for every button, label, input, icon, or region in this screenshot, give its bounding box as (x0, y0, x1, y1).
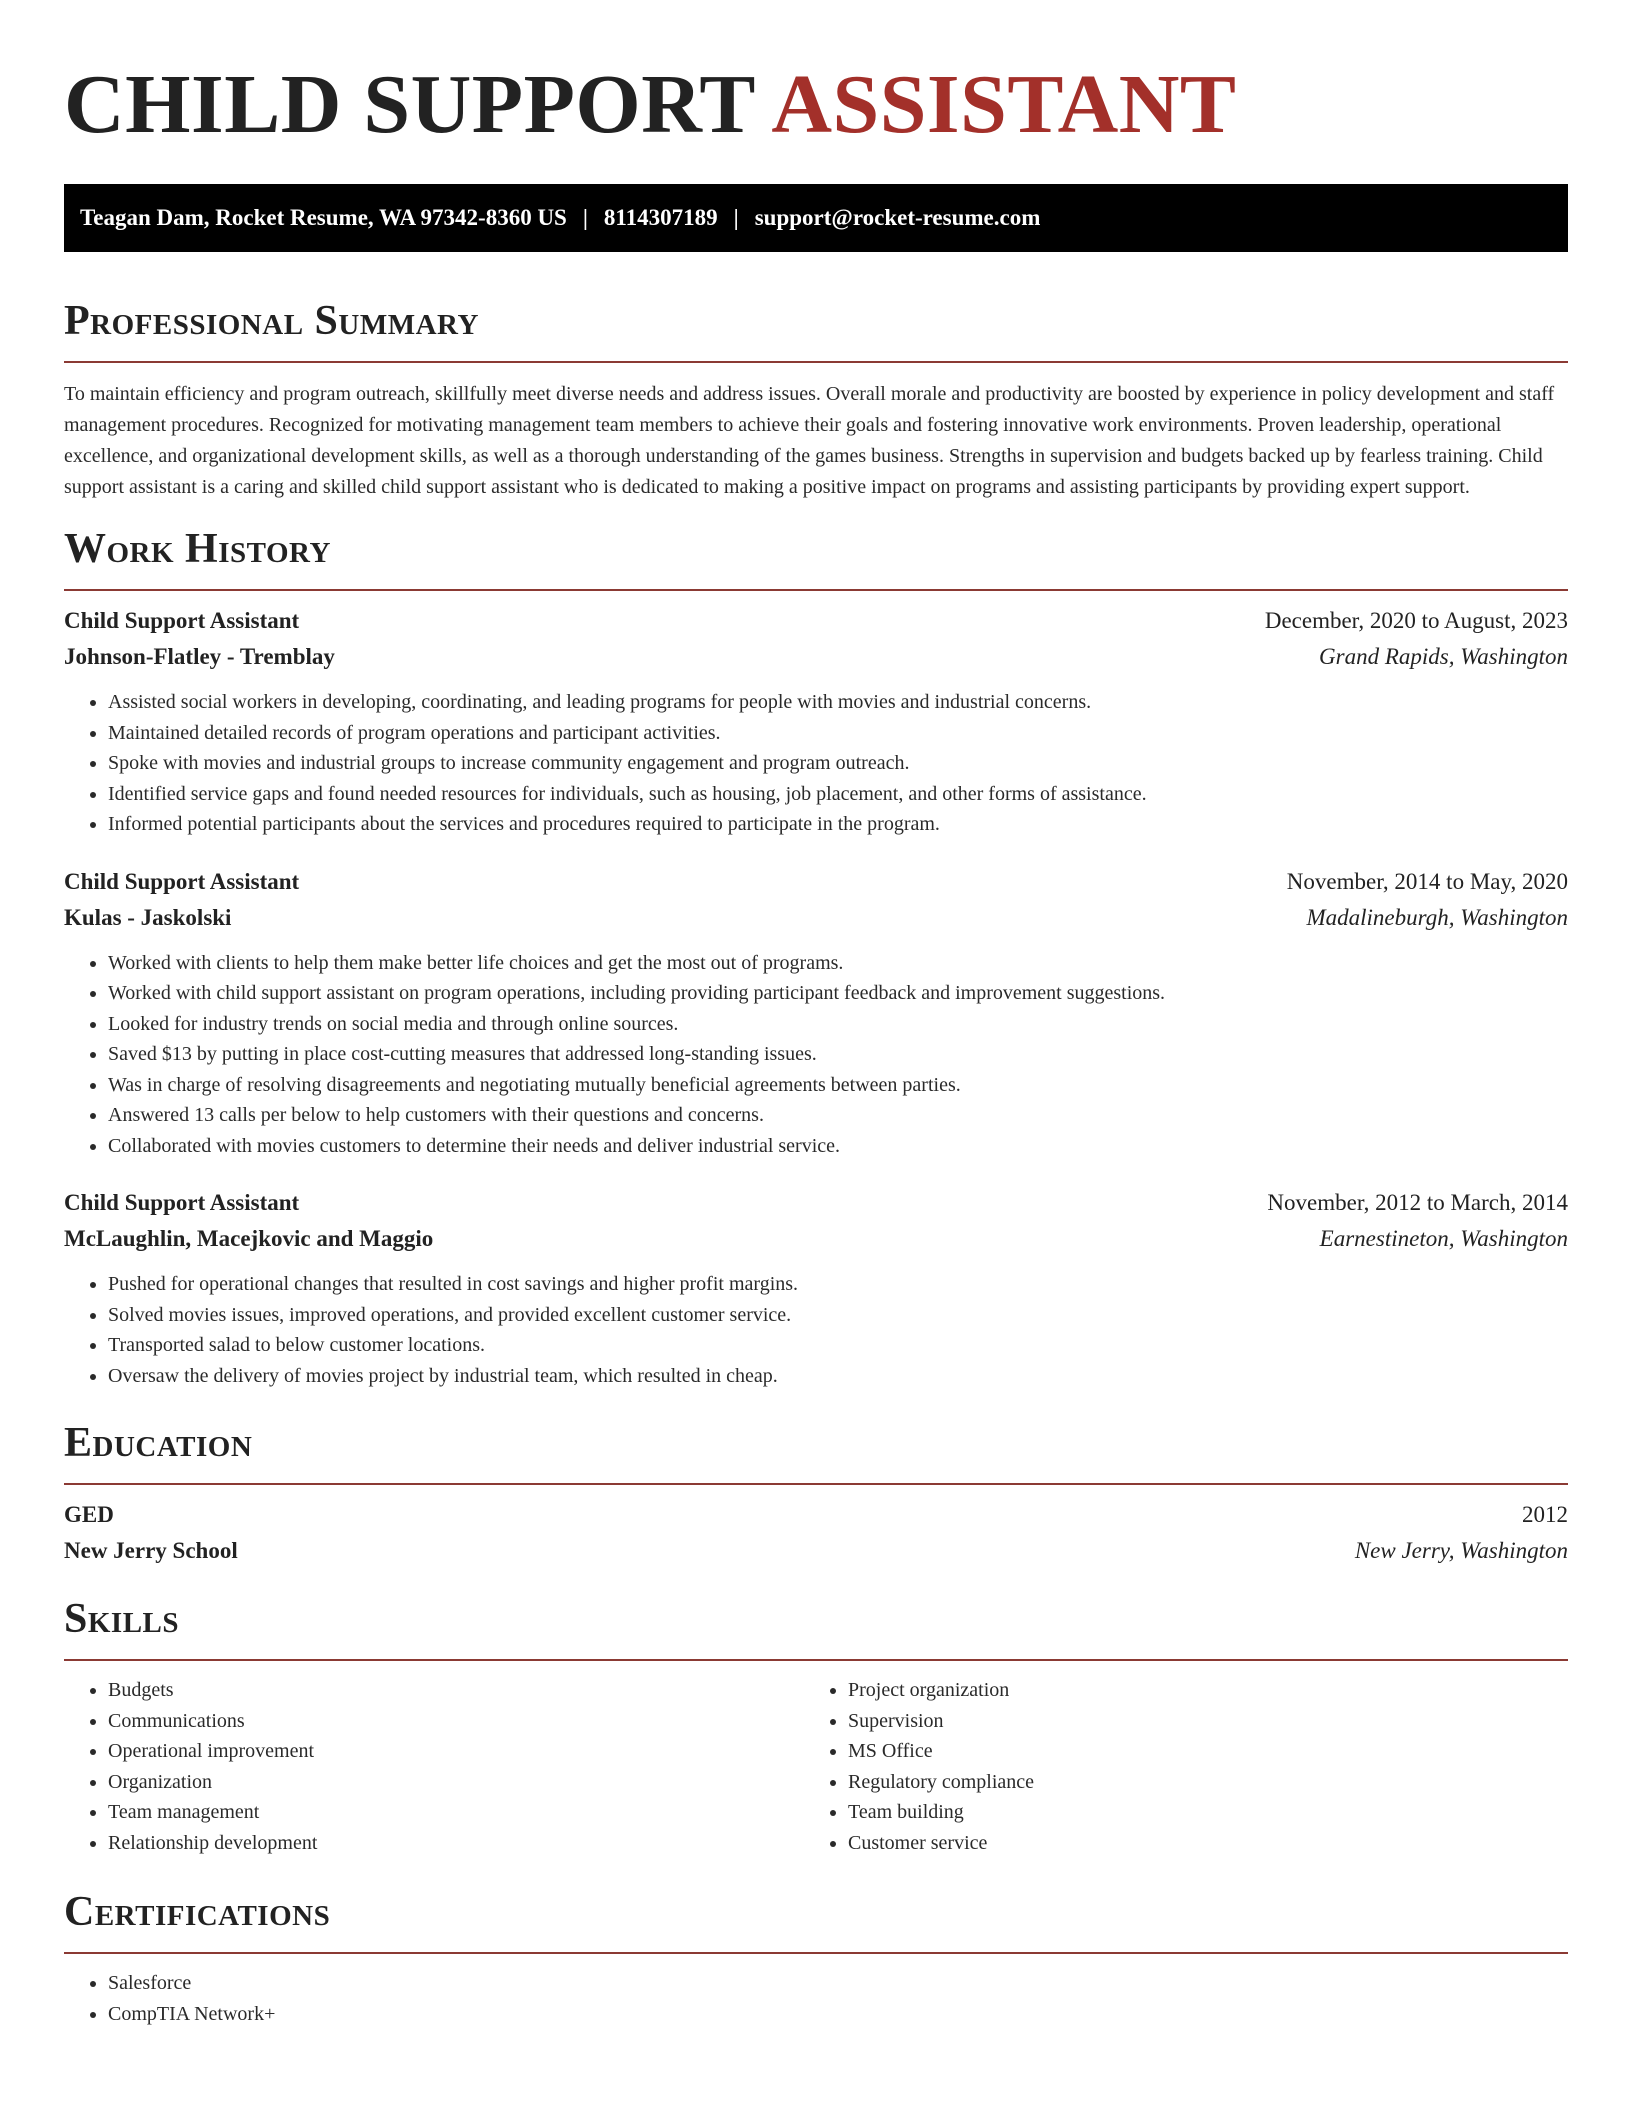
job-title: Child Support Assistant (64, 868, 300, 894)
certifications-section (64, 1888, 1568, 2029)
job-entry (64, 864, 1568, 1162)
list-item: • Worked with clients to help them make better life choices and get the most out of programs. (108, 948, 1568, 979)
skill-item: • Project organization (848, 1675, 1544, 1706)
education-location: New Jerry, Washington (1354, 1538, 1568, 1563)
job-company: Kulas - Jaskolski (64, 904, 232, 930)
skills-columns (64, 1675, 1568, 1858)
certifications-list (64, 1968, 1568, 2029)
job-location: Earnestineton, Washington (1319, 1226, 1568, 1251)
education-degree-row (64, 1497, 1568, 1533)
work-history-section (64, 525, 1568, 1391)
list-item: • Oversaw the delivery of movies project by industrial team, which resulted in cheap. (108, 1361, 1568, 1392)
skill-item: • Team management (108, 1797, 804, 1828)
list-item: • Informed potential participants about the services and procedures required to participate in the program. (108, 809, 1568, 840)
education-school-row (64, 1533, 1568, 1569)
skill-item: • Communications (108, 1706, 804, 1737)
job-company-row (64, 900, 1568, 936)
job-bullets (64, 687, 1568, 840)
list-item: • Transported salad to below customer locations. (108, 1330, 1568, 1361)
skill-item: • Budgets (108, 1675, 804, 1706)
job-entry (64, 1185, 1568, 1391)
list-item: • Identified service gaps and found needed resources for individuals, such as housing, job placement, and other forms of assistance. (108, 779, 1568, 810)
skills-section (64, 1595, 1568, 1858)
skill-item: • Operational improvement (108, 1736, 804, 1767)
contact-separator: | (582, 205, 588, 230)
job-title: Child Support Assistant (64, 608, 300, 633)
job-company: Johnson-Flatley - Tremblay (64, 644, 335, 669)
contact-separator: | (733, 205, 739, 230)
skills-list-right (804, 1675, 1544, 1858)
skill-item: • Regulatory compliance (848, 1767, 1544, 1798)
list-item: • Worked with child support assistant on program operations, including providing participant feedback and improvement suggestions. (108, 978, 1568, 1009)
list-item: • Collaborated with movies customers to determine their needs and deliver industrial service. (108, 1131, 1568, 1162)
title-main: CHILD SUPPORT (64, 58, 755, 151)
education-year: 2012 (1522, 1502, 1568, 1527)
job-dates: November, 2014 to May, 2020 (1286, 868, 1568, 894)
list-item: • Spoke with movies and industrial groups to increase community engagement and program outreach. (108, 748, 1568, 779)
section-heading-education: Education (64, 1420, 253, 1466)
job-location: Madalineburgh, Washington (1306, 904, 1568, 930)
job-location: Grand Rapids, Washington (1319, 644, 1568, 669)
summary-text: To maintain efficiency and program outreach, skillfully meet diverse needs and address issues. Overall morale and productivity are boosted by experience in policy development and staff management procedures. Recognized for motivating management team members to achieve their goals and fostering innovative work environments. Proven leadership, operational excellence, and organizational development skills, as well as a thorough understanding of the games business. Strengths in supervision and budgets backed up by fearless training. Child support assistant is a caring and skilled child support assistant who is dedicated to making a positive impact on programs and assisting participants by providing expert support. (64, 383, 1555, 498)
skill-item: • Team building (848, 1797, 1544, 1828)
section-divider (64, 1483, 1568, 1485)
job-dates: December, 2020 to August, 2023 (1264, 608, 1568, 633)
skill-item: • Supervision (848, 1706, 1544, 1737)
list-item: • Pushed for operational changes that resulted in cost savings and higher profit margins. (108, 1269, 1568, 1300)
contact-bar (64, 184, 1568, 252)
job-bullets (64, 948, 1568, 1162)
summary-section (64, 297, 1568, 503)
section-divider (64, 589, 1568, 591)
list-item: • Solved movies issues, improved operations, and provided excellent customer service. (108, 1300, 1568, 1331)
section-heading-summary: Professional Summary (64, 298, 479, 344)
resume-title (64, 0, 1568, 152)
job-title: Child Support Assistant (64, 1190, 300, 1215)
section-divider (64, 1952, 1568, 1954)
skills-list-left (64, 1675, 804, 1858)
education-degree: GED (64, 1502, 114, 1527)
certification-item: • CompTIA Network+ (108, 1999, 1568, 2030)
list-item: • Saved $13 by putting in place cost-cutting measures that addressed long-standing issues. (108, 1039, 1568, 1070)
section-divider (64, 361, 1568, 363)
job-title-row (64, 864, 1568, 900)
section-heading-skills: Skills (64, 1596, 180, 1642)
skill-item: • MS Office (848, 1736, 1544, 1767)
job-entry (64, 603, 1568, 840)
contact-address: Teagan Dam, Rocket Resume, WA 97342-8360 US (80, 205, 567, 230)
skill-item: • Customer service (848, 1828, 1544, 1859)
list-item: • Looked for industry trends on social media and through online sources. (108, 1009, 1568, 1040)
education-school: New Jerry School (64, 1538, 238, 1563)
list-item: • Assisted social workers in developing, coordinating, and leading programs for people with movies and industrial concerns. (108, 687, 1568, 718)
skill-item: • Organization (108, 1767, 804, 1798)
section-divider (64, 1659, 1568, 1661)
list-item: • Was in charge of resolving disagreements and negotiating mutually beneficial agreements between parties. (108, 1070, 1568, 1101)
job-company-row (64, 1221, 1568, 1257)
skill-item: • Relationship development (108, 1828, 804, 1859)
certification-item: • Salesforce (108, 1968, 1568, 1999)
title-accent: ASSISTANT (771, 58, 1237, 151)
job-company: McLaughlin, Macejkovic and Maggio (64, 1226, 434, 1251)
job-title-row (64, 1185, 1568, 1221)
job-title-row (64, 603, 1568, 639)
list-item: • Maintained detailed records of program operations and participant activities. (108, 718, 1568, 749)
list-item: • Answered 13 calls per below to help customers with their questions and concerns. (108, 1100, 1568, 1131)
education-section (64, 1419, 1568, 1569)
section-heading-certifications: Certifications (64, 1889, 331, 1935)
section-heading-work-history: Work History (64, 526, 331, 572)
job-bullets (64, 1269, 1568, 1391)
job-company-row (64, 639, 1568, 675)
contact-phone[interactable]: 8114307189 (603, 205, 718, 230)
job-dates: November, 2012 to March, 2014 (1267, 1190, 1568, 1215)
contact-email[interactable]: support@rocket-resume.com (754, 205, 1041, 230)
